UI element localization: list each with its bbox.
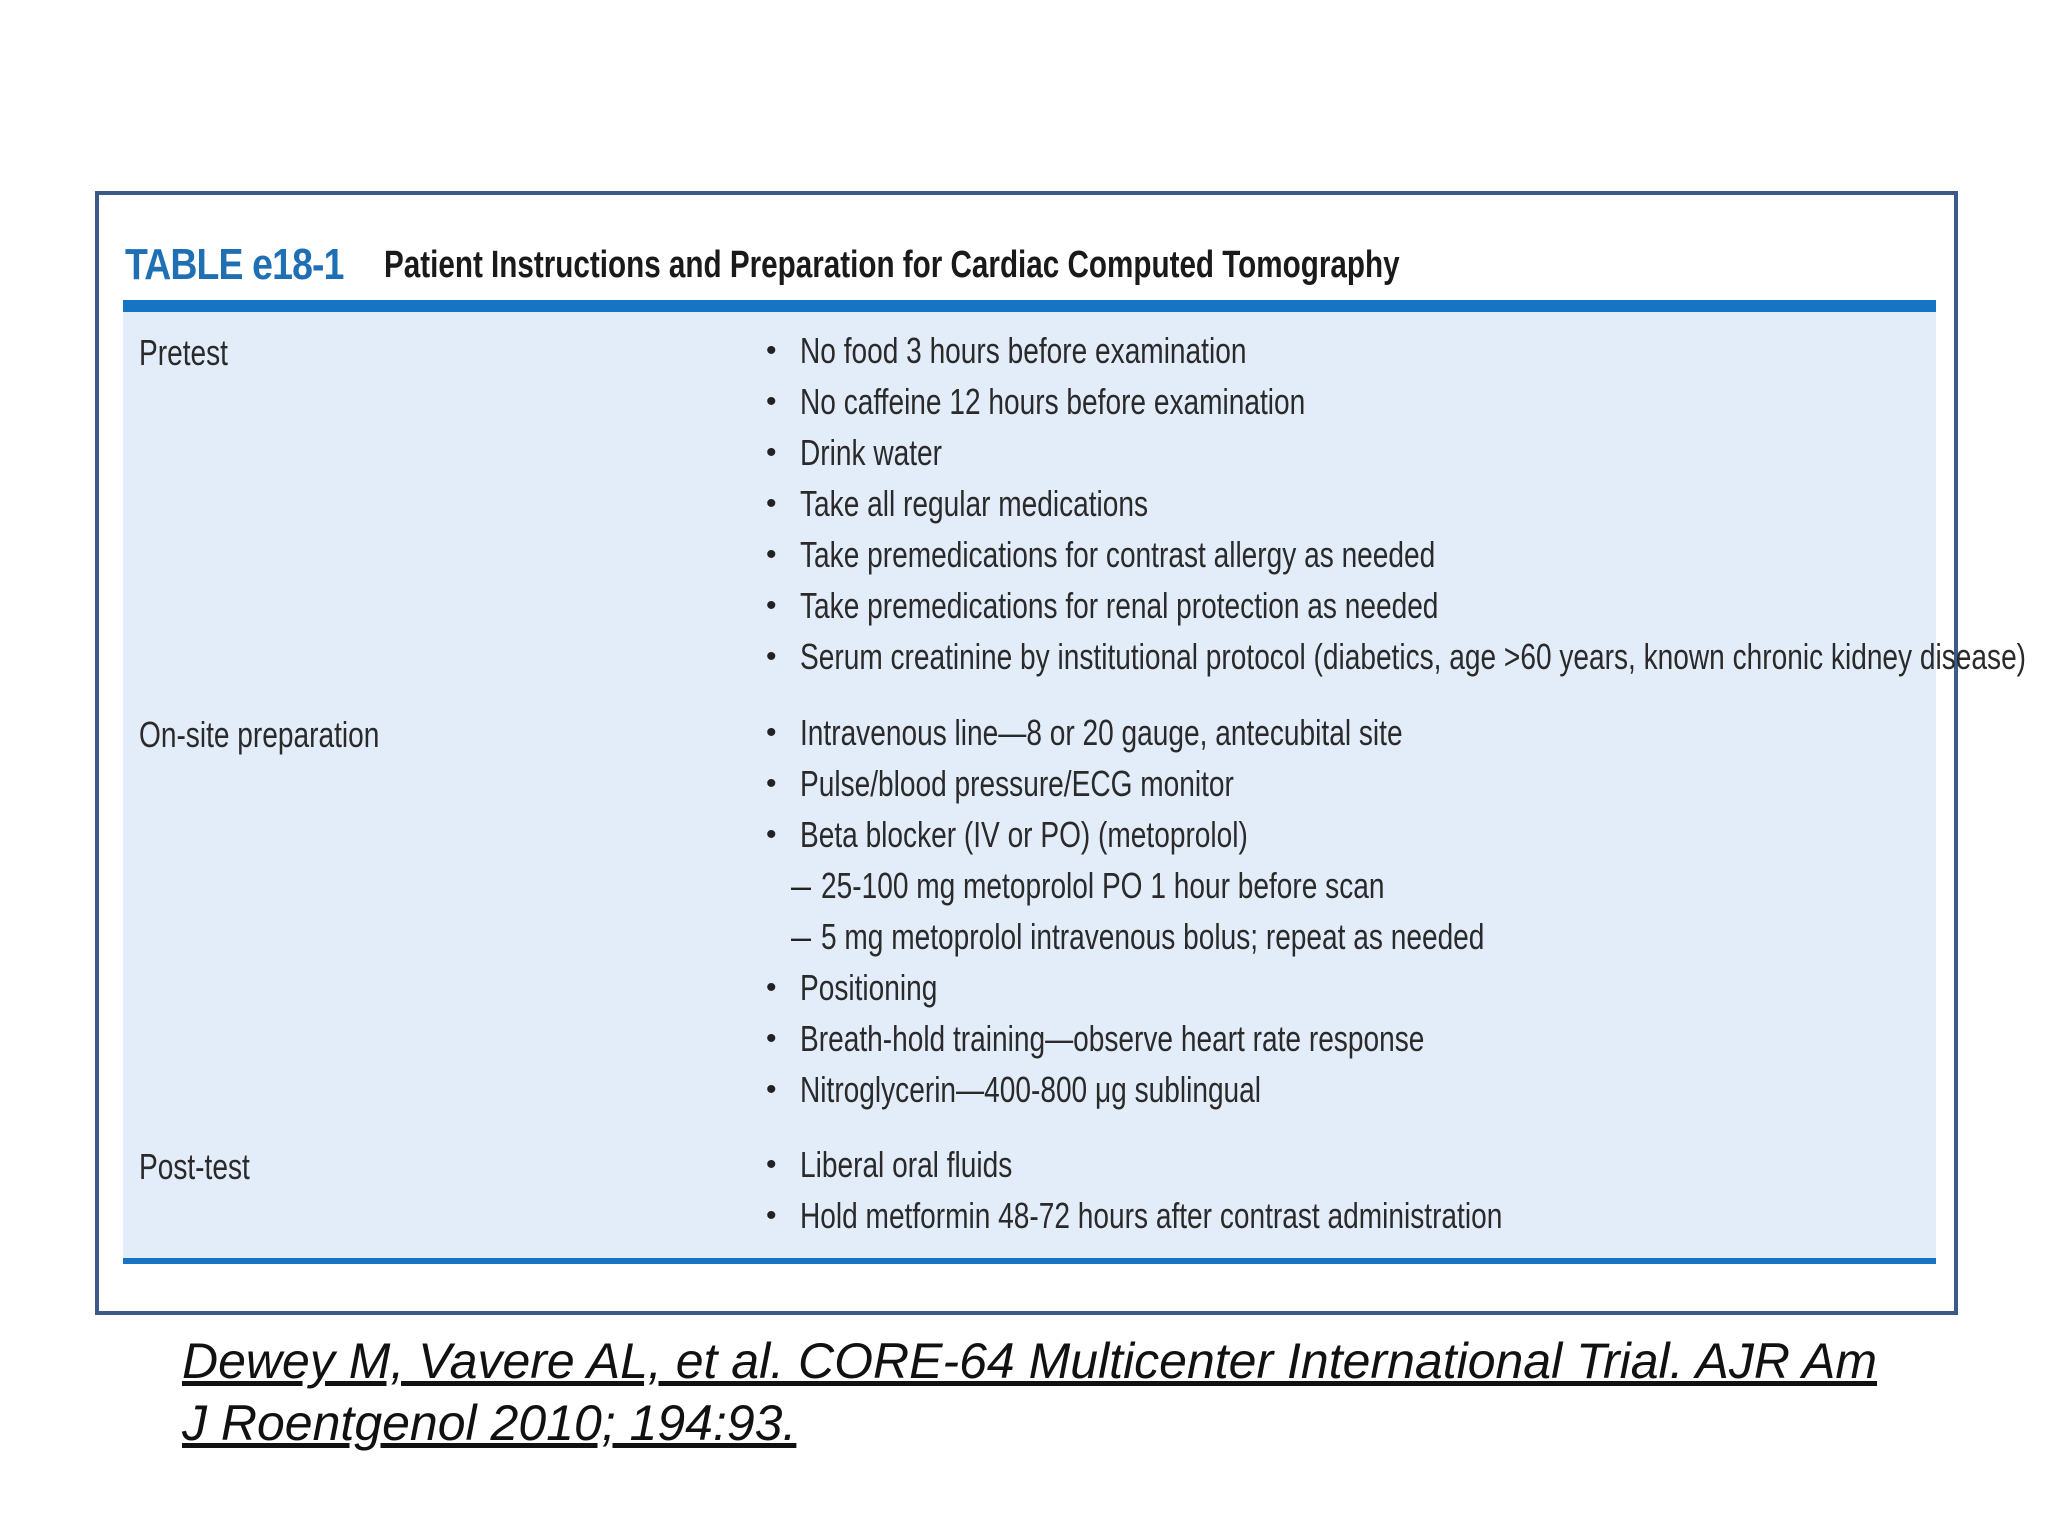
bullet-icon: • xyxy=(766,1199,777,1232)
bullet-icon: • xyxy=(766,640,777,673)
list-item: • Nitroglycerin—400-800 μg sublingual xyxy=(766,1069,1262,1110)
list-item: • Positioning xyxy=(766,967,938,1008)
sub-list-item: – 25-100 mg metoprolol PO 1 hour before scan xyxy=(791,865,1385,906)
category-pretest: Pretest xyxy=(139,332,228,373)
list-item: • Hold metformin 48-72 hours after contrast administration xyxy=(766,1195,1503,1236)
bullet-icon: • xyxy=(766,1073,777,1106)
table-label: TABLE e18-1 xyxy=(125,240,344,289)
list-item: • No food 3 hours before examination xyxy=(766,330,1247,371)
table-bottom-rule xyxy=(123,1258,1936,1264)
list-item: • No caffeine 12 hours before examination xyxy=(766,381,1306,422)
bullet-icon: • xyxy=(766,487,777,520)
list-item: • Beta blocker (IV or PO) (metoprolol) xyxy=(766,814,1248,855)
list-item: • Breath-hold training—observe heart rate response xyxy=(766,1018,1425,1059)
bullet-icon: • xyxy=(766,538,777,571)
dash-icon: – xyxy=(791,865,812,906)
category-on-site-preparation: On-site preparation xyxy=(139,714,380,755)
list-item: • Take all regular medications xyxy=(766,483,1149,524)
citation: Dewey M, Vavere AL, et al. CORE-64 Multicenter International Trial. AJR Am J Roentgenol 2010; 194:93. xyxy=(182,1333,1878,1451)
list-item: • Pulse/blood pressure/ECG monitor xyxy=(766,763,1234,804)
bullet-icon: • xyxy=(766,716,777,749)
sub-list-item: – 5 mg metoprolol intravenous bolus; repeat as needed xyxy=(791,916,1485,957)
bullet-icon: • xyxy=(766,767,777,800)
list-item: • Take premedications for renal protection as needed xyxy=(766,585,1439,626)
list-item: • Take premedications for contrast allergy as needed xyxy=(766,534,1436,575)
list-item: • Intravenous line—8 or 20 gauge, antecubital site xyxy=(766,712,1403,753)
table-frame xyxy=(95,191,2027,1315)
bullet-icon: • xyxy=(766,436,777,469)
bullet-icon: • xyxy=(766,385,777,418)
list-item: • Serum creatinine by institutional protocol (diabetics, age >60 years, known chronic kidney disease) xyxy=(766,636,2027,677)
bullet-icon: • xyxy=(766,971,777,1004)
list-item: • Liberal oral fluids xyxy=(766,1144,1013,1185)
bullet-icon: • xyxy=(766,1148,777,1181)
table-caption: Patient Instructions and Preparation for Cardiac Computed Tomography xyxy=(384,243,1400,286)
bullet-icon: • xyxy=(766,589,777,622)
dash-icon: – xyxy=(791,916,812,957)
bullet-icon: • xyxy=(766,334,777,367)
table-title xyxy=(125,235,1686,295)
list-item: • Drink water xyxy=(766,432,942,473)
category-post-test: Post-test xyxy=(139,1146,250,1187)
table-top-rule xyxy=(123,300,1936,312)
bullet-icon: • xyxy=(766,818,777,851)
table-body xyxy=(123,312,2027,1258)
bullet-icon: • xyxy=(766,1022,777,1055)
